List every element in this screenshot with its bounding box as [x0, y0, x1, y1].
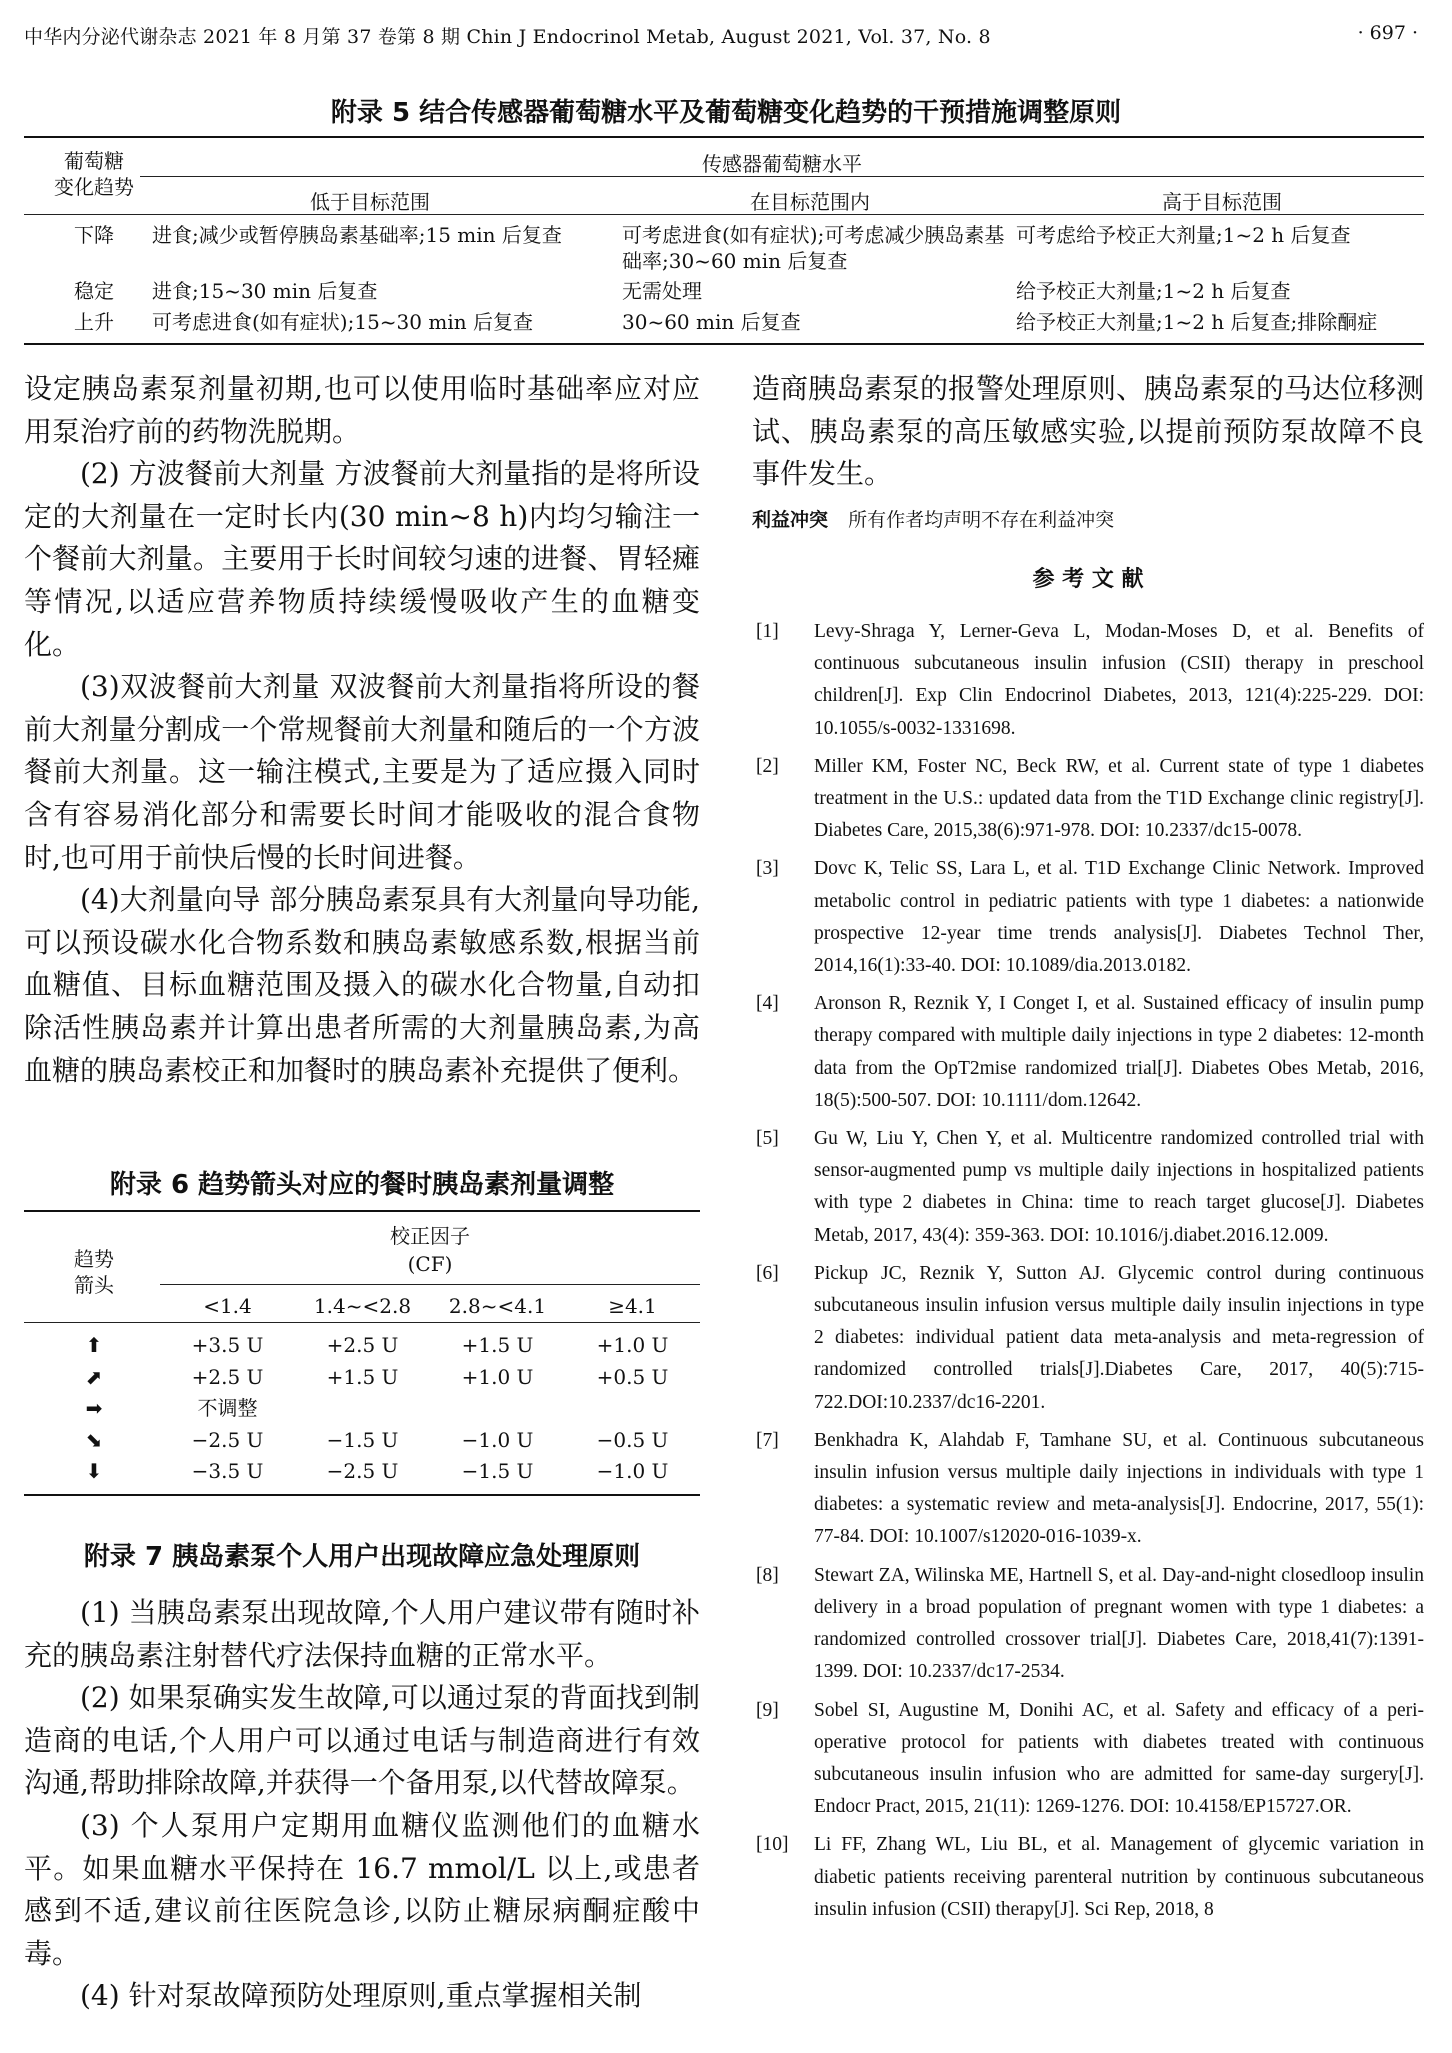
paragraph: (3)双波餐前大剂量 双波餐前大剂量指将所设的餐前大剂量分割成一个常规餐前大剂量和随后的一个方波餐前大剂量。这一输注模式,主要是为了适应摄入同时含有容易消化部分和需要长时间才能吸收的混合食物时,也可用于前快后慢的长时间进餐。 — [24, 670, 700, 874]
table6-hdr: <1.4 — [203, 1294, 252, 1318]
reference-item: [9] Sobel SI, Augustine M, Donihi AC, et al. Safety and efficacy of a peri-operative protocol for patients with diabetes treated with continuous subcutaneous insulin infusion who are admitted for same-day surgery[J]. Endocr Pract, 2015, 21(11): 1269-1276. DOI: 10.4158/EP15727.OR. — [756, 1699, 1424, 1818]
table5-title: 附录 5 结合传感器葡萄糖水平及葡萄糖变化趋势的干预措施调整原则 — [330, 98, 1122, 128]
table6-cell: +3.5 U — [191, 1333, 264, 1357]
table6-top-rule — [24, 1210, 700, 1212]
table5-row — [24, 309, 1424, 339]
table5-cell: 无需处理 — [622, 279, 702, 303]
table5-row — [24, 222, 1424, 278]
table6-cell: +2.5 U — [326, 1333, 399, 1357]
table6-row — [24, 1362, 700, 1394]
table5-hdr-high: 高于目标范围 — [1162, 190, 1282, 214]
table6-cell: +1.0 U — [461, 1364, 534, 1389]
table5-cell: 可考虑进食(如有症状);可考虑减少胰岛素基础率;30~60 min 后复查 — [622, 223, 1005, 273]
reference-item: [4] Aronson R, Reznik Y, I Conget I, et al. Sustained efficacy of insulin pump therapy compared with multiple daily injections in type 2 diabetes: 12-month data from the OpT2mise randomized trial[J]. Diabetes Obes Metab, 2016, 18(5):500-507. DOI: 10.1111/dom.12642. — [756, 993, 1424, 1111]
table5-bottom-rule — [24, 343, 1424, 345]
reference-item: [2] Miller KM, Foster NC, Beck RW, et al. Current state of type 1 diabetes treatment in the U.S.: updated data from the T1D Exchange clinic registry[J]. Diabetes Care, 2015,38(6):971-978. DOI: 10.2337/dc15-0078. — [756, 755, 1424, 842]
reference-item: [6] Pickup JC, Reznik Y, Sutton AJ. Glycemic control during continuous subcutaneous insulin infusion versus multiple daily insulin injections in type 2 diabetes: individual patient data meta-analysis and meta-regression of randomized controlled trials[J].Diabetes Care, 2017, 40(5):715-722.DOI:10.2337/dc16-2201. — [756, 1262, 1424, 1413]
reference-item: [3] Dovc K, Telic SS, Lara L, et al. T1D Exchange Clinic Network. Improved metabolic control in pediatric patients with type 1 diabetes: a nationwide prospective 12-year time trends analysis[J]. Diabetes Technol Ther, 2014,16(1):33-40. DOI: 10.1089/dia.2013.0182. — [756, 858, 1424, 977]
table5-cell: 进食;减少或暂停胰岛素基础率;15 min 后复查 — [152, 223, 562, 247]
paragraph: 造商胰岛素泵的报警处理原则、胰岛素泵的马达位移测试、胰岛素泵的高压敏感实验,以提前预防泵故障不良事件发生。 — [752, 372, 1425, 491]
table6-row — [24, 1425, 700, 1457]
table6-row — [24, 1393, 700, 1425]
paragraph: (3) 个人泵用户定期用血糖仪监测他们的血糖水平。如果血糖水平保持在 16.7 mmol/L 以上,或患者感到不适,建议前往医院急诊,以防止糖尿病酮症酸中毒。 — [24, 1808, 700, 1970]
table6-cell: −1.5 U — [461, 1459, 534, 1483]
left-body-bottom — [24, 1592, 700, 2018]
table6-header-rule — [24, 1322, 700, 1323]
table5-cell: 给予校正大剂量;1~2 h 后复查;排除酮症 — [1016, 310, 1378, 334]
table5-header-rule — [24, 214, 1424, 215]
journal-header: 中华内分泌代谢杂志 2021 年 8 月第 37 卷第 8 期 Chin J Endocrinol Metab, August 2021, Vol. 37, No. 8 — [24, 26, 991, 48]
paragraph: (4)大剂量向导 部分胰岛素泵具有大剂量向导功能,可以预设碳水化合物系数和胰岛素敏感系数,根据当前血糖值、目标血糖范围及摄入的碳水化合物量,自动扣除活性胰岛素并计算出患者所需的大剂量胰岛素,为高血糖的胰岛素校正和加餐时的胰岛素补充提供了便利。 — [24, 883, 700, 1087]
table6-hdr: 2.8~<4.1 — [448, 1294, 547, 1318]
table5-group-rule — [140, 176, 1424, 177]
table6-cell: −2.5 U — [326, 1459, 399, 1483]
table5-top-rule — [24, 136, 1424, 138]
table6-cell: −1.0 U — [596, 1459, 669, 1483]
table6-arrow-header: 趋势 箭头 — [74, 1247, 114, 1297]
arrow-down-icon: ⬇ — [85, 1459, 103, 1483]
paragraph: (1) 当胰岛素泵出现故障,个人用户建议带有随时补充的胰岛素注射替代疗法保持血糖的正常水平。 — [24, 1596, 700, 1672]
table6-cell: +2.5 U — [191, 1364, 264, 1389]
table5-cell: 可考虑进食(如有症状);15~30 min 后复查 — [152, 310, 533, 334]
table5-cell: 给予校正大剂量;1~2 h 后复查 — [1016, 279, 1291, 303]
table6-cell: −1.5 U — [326, 1427, 399, 1452]
table6-cell: +1.5 U — [326, 1364, 399, 1389]
page-number: · 697 · — [1357, 22, 1418, 44]
table5-cell: 30~60 min 后复查 — [622, 310, 801, 334]
conflict-of-interest — [752, 505, 1424, 532]
paragraph: 设定胰岛素泵剂量初期,也可以使用临时基础率应对应用泵治疗前的药物洗脱期。 — [24, 372, 700, 448]
table5-trend: 稳定 — [74, 279, 114, 303]
table6-hdr: 1.4~<2.8 — [313, 1294, 412, 1318]
table6-cell: −2.5 U — [191, 1427, 264, 1452]
table6-title: 附录 6 趋势箭头对应的餐时胰岛素剂量调整 — [109, 1170, 615, 1200]
table6-cell: +1.0 U — [596, 1333, 669, 1357]
coi-text: 所有作者均声明不存在利益冲突 — [848, 509, 1115, 531]
left-body-top — [24, 368, 700, 1092]
coi-label: 利益冲突 — [752, 509, 829, 531]
table5-trend-header: 葡萄糖 变化趋势 — [54, 149, 134, 199]
table6-cell: −3.5 U — [191, 1459, 264, 1483]
reference-list — [756, 616, 1424, 1932]
paragraph: (4) 针对泵故障预防处理原则,重点掌握相关制 — [80, 1979, 642, 2013]
table6-bottom-rule — [24, 1494, 700, 1496]
paragraph: (2) 方波餐前大剂量 方波餐前大剂量指的是将所设定的大剂量在一定时长内(30 min~8 h)内均匀输注一个餐前大剂量。主要用于长时间较匀速的进餐、胃轻瘫等情况,以适应营养物质持续缓慢吸收产生的血糖变化。 — [24, 457, 700, 661]
appendix7-title: 附录 7 胰岛素泵个人用户出现故障应急处理原则 — [83, 1542, 641, 1572]
table5-group-header: 传感器葡萄糖水平 — [702, 152, 862, 176]
arrow-right-icon: ➡ — [85, 1396, 103, 1420]
reference-item: [5] Gu W, Liu Y, Chen Y, et al. Multicentre randomized controlled trial with sensor-augmented pump vs multiple daily injections in hospitalized patients with type 2 diabetes in China: time to reach target glucose[J]. Diabetes Metab, 2017, 43(4): 359-363. DOI: 10.1016/j.diabet.2016.12.009. — [756, 1128, 1424, 1246]
reference-item: [8] Stewart ZA, Wilinska ME, Hartnell S, et al. Day-and-night closedloop insulin delivery in a broad population of pregnant women with type 1 diabetes: a randomized controlled crossover trial[J]. Diabetes Care, 2018,41(7):1391-1399. DOI: 10.2337/dc17-2534. — [756, 1564, 1424, 1683]
arrow-down-right-icon: ⬊ — [85, 1427, 103, 1452]
arrow-up-right-icon: ⬈ — [85, 1364, 103, 1389]
table5-cell: 进食;15~30 min 后复查 — [152, 279, 378, 303]
table5-row — [24, 278, 1424, 309]
table6-cell: −0.5 U — [596, 1427, 669, 1452]
reference-item: [10] Li FF, Zhang WL, Liu BL, et al. Management of glycemic variation in diabetic patients receiving parenteral nutrition by continuous subcutaneous insulin infusion (CSII) therapy[J]. Sci Rep, 2018, 8 — [756, 1834, 1424, 1920]
table5-hdr-low: 低于目标范围 — [310, 190, 430, 214]
right-body-top — [752, 368, 1424, 496]
reference-item: [1] Levy-Shraga Y, Lerner-Geva L, Modan-Moses D, et al. Benefits of continuous subcutaneous insulin infusion (CSII) therapy in preschool children[J]. Exp Clin Endocrinol Diabetes, 2013, 121(4):225-229. DOI: 10.1055/s-0032-1331698. — [756, 621, 1424, 739]
table6-hdr: ≥4.1 — [608, 1294, 657, 1318]
table5-trend: 下降 — [74, 223, 114, 247]
arrow-up-icon: ⬆ — [85, 1333, 103, 1357]
table6-row — [24, 1330, 700, 1362]
table5-trend: 上升 — [74, 310, 114, 334]
table6-row — [24, 1456, 700, 1488]
references-title: 参 考 文 献 — [1032, 567, 1144, 592]
table5-hdr-in: 在目标范围内 — [750, 190, 870, 214]
table6-group-rule — [160, 1284, 700, 1285]
reference-item: [7] Benkhadra K, Alahdab F, Tamhane SU, et al. Continuous subcutaneous insulin infusion versus multiple daily injections in individuals with type 1 diabetes: a systematic review and meta-analysis[J]. Endocrine, 2017, 55(1): 77-84. DOI: 10.1007/s12020-016-1039-x. — [756, 1429, 1424, 1548]
table6-cell: +0.5 U — [596, 1364, 669, 1389]
table6-cell: +1.5 U — [461, 1333, 534, 1357]
paragraph: (2) 如果泵确实发生故障,可以通过泵的背面找到制造商的电话,个人用户可以通过电话与制造商进行有效沟通,帮助排除故障,并获得一个备用泵,以代替故障泵。 — [24, 1681, 700, 1800]
table5-cell: 可考虑给予校正大剂量;1~2 h 后复查 — [1016, 223, 1351, 247]
table6-group-header: 校正因子 (CF) — [390, 1224, 470, 1276]
table6-cell: −1.0 U — [461, 1427, 534, 1452]
table6-cell: 不调整 — [197, 1396, 258, 1420]
